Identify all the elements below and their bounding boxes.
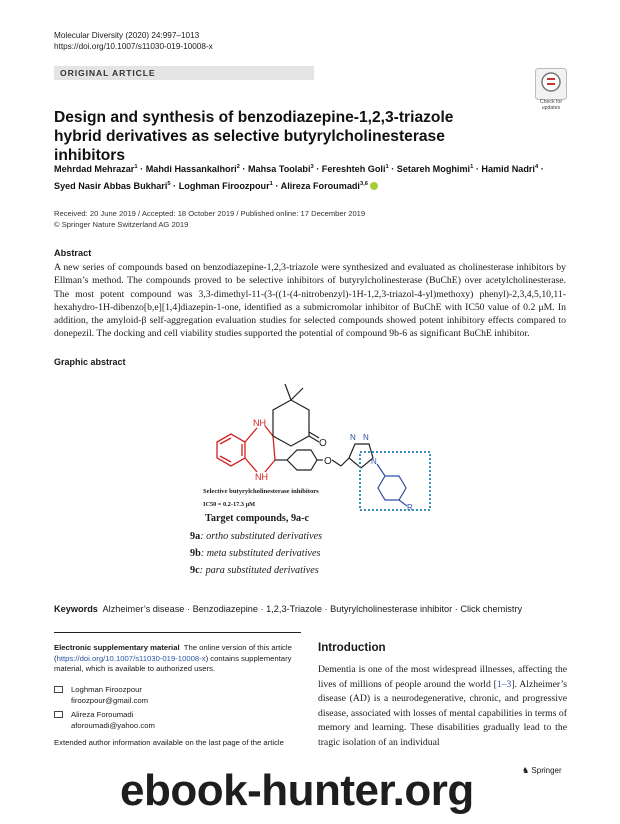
journal-doi[interactable]: https://doi.org/10.1007/s11030-019-10008-x bbox=[54, 42, 213, 51]
diazepine-ring bbox=[245, 426, 275, 472]
publication-dates: Received: 20 June 2019 / Accepted: 18 October 2019 / Published online: 17 December 2019 © Springer Nature Switzerland AG 2019 bbox=[54, 209, 366, 229]
supplementary-material-note: Electronic supplementary material The online version of this article (https://doi.org/10.1007/s11030-019-10008-x) contains supplementary material, which is available to authorized users. bbox=[54, 643, 292, 673]
author[interactable]: Syed Nasir Abbas Bukhari$^5$ bbox=[54, 181, 171, 192]
selective-inhibitors-label: Selective butyrylcholinesterase inhibitors bbox=[203, 488, 319, 495]
derivative-9b: 9b: meta substituted derivatives bbox=[190, 548, 321, 559]
triazole-n1: N bbox=[350, 433, 356, 442]
author-list bbox=[54, 160, 574, 194]
target-compounds-label: Target compounds, 9a-c bbox=[205, 513, 310, 524]
cyclohexanone-ring bbox=[273, 384, 319, 446]
chemical-structure-scheme bbox=[195, 380, 445, 520]
author[interactable]: Mehrdad Mehrazar$^1$ bbox=[54, 164, 138, 175]
springer-logo: ♞ Springer bbox=[522, 766, 562, 775]
orcid-icon[interactable] bbox=[370, 182, 378, 190]
extended-author-info-note: Extended author information available on the last page of the article bbox=[54, 738, 284, 747]
triazole-n3: N bbox=[371, 457, 377, 466]
ether-o-label: O bbox=[324, 456, 332, 467]
author-line-2: Syed Nasir Abbas Bukhari$^5$ · Loghman Firoozpour$^1$ · Alireza Foroumadi$^{3,6}$ bbox=[54, 177, 574, 194]
abstract-text: A new series of compounds based on benzodiazepine-1,2,3-triazole were synthesized and evaluated as cholinesterase inhibitors by Ellman’s method. The compounds proved to be selective inhibitors of butyrylcholinesterase (BuChE) over acetylcholinesterase. The most potent compound was 3,3-dimethyl-11-(3-((1-(4-nitrobenzyl)-1H-1,2,3-triazol-4-yl)methoxy) phenyl)-2,3,4,5,10,11-hexahydro-1H-dibenzo[b,e][1,4]diazepin-1-one, identified as a submicromolar inhibitor of BuChE with IC50 value of 0.2 μM. In addition, the amyloid-β self-aggregation evaluation studies for selected compounds showed potent inhibitory effects compared to donepezil. The docking and cell viability studies supported the potential of compound 9b-6 as significant BuChE inhibitor. bbox=[54, 262, 566, 340]
ic50-range-label: IC50 = 0.2-17.3 μM bbox=[203, 501, 256, 508]
contact-email[interactable]: aforoumadi@yahoo.com bbox=[71, 720, 155, 730]
graphic-abstract-heading: Graphic abstract bbox=[54, 357, 126, 367]
author[interactable]: Alireza Foroumadi$^{3,6}$ bbox=[280, 181, 369, 192]
author[interactable]: Loghman Firoozpour$^1$ bbox=[178, 181, 273, 192]
keywords-text: Alzheimer’s disease · Benzodiazepine · 1,2,3-Triazole · Butyrylcholinesterase inhibitor · Click chemistry bbox=[102, 604, 523, 614]
abstract-heading: Abstract bbox=[54, 248, 92, 258]
author-line-1: Mehrdad Mehrazar$^1$ · Mahdi Hassankalhori$^2$ · Mahsa Toolabi$^3$ · Fereshteh Goli$^1$ · Setareh Moghimi$^1$ · Hamid Nadri$^4$ · bbox=[54, 164, 544, 175]
check-for-updates-icon[interactable] bbox=[535, 68, 567, 100]
contact-1: Loghman Firoozpour firoozpour@gmail.com bbox=[54, 685, 148, 706]
derivative-9a: 9a: ortho substituted derivatives bbox=[190, 531, 323, 542]
nh-label-1: NH bbox=[253, 418, 266, 428]
ketone-o-label: O bbox=[319, 438, 327, 449]
citation-link[interactable]: 1–3 bbox=[496, 678, 512, 690]
watermark-text: ebook-hunter.org bbox=[120, 766, 474, 815]
author[interactable]: Mahdi Hassankalhori$^2$ bbox=[145, 164, 240, 175]
envelope-icon bbox=[54, 686, 63, 693]
footnote-divider bbox=[54, 632, 301, 633]
triazole-n2: N bbox=[363, 433, 369, 442]
keywords-label: Keywords bbox=[54, 604, 98, 614]
keywords bbox=[54, 604, 574, 614]
nh-label-2: NH bbox=[255, 472, 268, 482]
check-for-updates-label[interactable]: Check for updates bbox=[539, 99, 563, 111]
journal-citation bbox=[54, 30, 213, 52]
derivative-9c: 9c: para substituted derivatives bbox=[190, 565, 319, 576]
journal-issue: Molecular Diversity (2020) 24:997–1013 bbox=[54, 31, 200, 40]
envelope-icon bbox=[54, 711, 63, 718]
author[interactable]: Mahsa Toolabi$^3$ bbox=[247, 164, 314, 175]
esm-link[interactable]: https://doi.org/10.1007/s11030-019-10008-x bbox=[56, 653, 206, 663]
author[interactable]: Hamid Nadri$^4$ bbox=[481, 164, 539, 175]
introduction-text: Dementia is one of the most widespread illnesses, affecting the lives of millions of people around the world [1–3]. Alzheimer’s disease (AD) is a neurodegenerative, chronic, and progressive disease, associated with losses of mental capabilities in terms of memory and learning. These disabilities gradually lead to the tragic isolation of an individual bbox=[318, 664, 567, 748]
benzyl-ring bbox=[377, 464, 407, 506]
author[interactable]: Fereshteh Goli$^1$ bbox=[321, 164, 389, 175]
article-title: Design and synthesis of benzodiazepine-1,2,3-triazole hybrid derivatives as selective butyrylcholinesterase inhibitors bbox=[54, 109, 454, 164]
r-group-label: R bbox=[407, 503, 413, 512]
contact-email[interactable]: firoozpour@gmail.com bbox=[71, 695, 149, 705]
triazole-ring bbox=[332, 444, 373, 468]
benzene-ring-red bbox=[217, 434, 245, 466]
contact-2: Alireza Foroumadi aforoumadi@yahoo.com bbox=[54, 710, 155, 731]
phenyl-ring bbox=[275, 450, 323, 470]
article-type-badge: ORIGINAL ARTICLE bbox=[54, 66, 314, 80]
introduction-heading: Introduction bbox=[318, 641, 386, 654]
author[interactable]: Setareh Moghimi$^1$ bbox=[396, 164, 474, 175]
